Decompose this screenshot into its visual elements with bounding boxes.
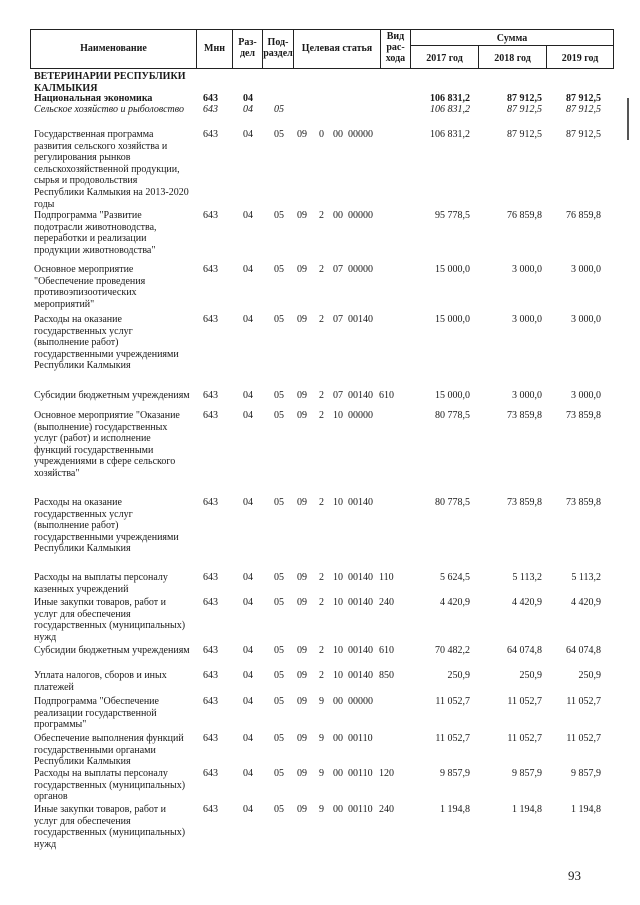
- row-sum-2017: 80 778,5: [435, 497, 470, 508]
- row-sum-2018: 87 912,5: [507, 104, 542, 115]
- row-name: Обеспечение выполнения функций государственными органами Республики Калмыкия: [34, 733, 184, 768]
- row-cs-program: 09: [297, 264, 307, 275]
- row-cs-event: 00: [333, 804, 343, 815]
- row-name: Расходы на оказание государственных услуг (выполнение работ) государственными учреждениями Республики Калмыкия: [34, 497, 179, 555]
- row-sum-2019: 87 912,5: [566, 129, 601, 140]
- row-cs-program: 09: [297, 210, 307, 221]
- row-cs-direction: 00140: [348, 572, 373, 583]
- row-cs-subprogram: 2: [319, 314, 324, 325]
- row-cs-direction: 00140: [348, 497, 373, 508]
- row-sum-2019: 64 074,8: [566, 645, 601, 656]
- row-cs-program: 09: [297, 768, 307, 779]
- row-sum-2018: 3 000,0: [512, 264, 542, 275]
- row-sum-2019: 3 000,0: [571, 390, 601, 401]
- row-cs-program: 09: [297, 696, 307, 707]
- row-vid: 120: [379, 768, 394, 779]
- row-vid: 240: [379, 804, 394, 815]
- row-name: Подпрограмма "Обеспечение реализации государственной программы": [34, 696, 159, 731]
- row-cs-subprogram: 2: [319, 670, 324, 681]
- row-name: Основное мероприятие "Обеспечение проведения противоэпизоотических мероприятий": [34, 264, 146, 310]
- row-cs-subprogram: 2: [319, 645, 324, 656]
- row-razdel: 04: [243, 696, 253, 707]
- row-cs-subprogram: 2: [319, 264, 324, 275]
- row-mnn: 643: [203, 804, 218, 815]
- row-razdel: 04: [243, 264, 253, 275]
- row-vid: 610: [379, 390, 394, 401]
- row-name: Расходы на выплаты персоналу казенных учреждений: [34, 572, 168, 595]
- row-mnn: 643: [203, 572, 218, 583]
- row-sum-2017: 70 482,2: [435, 645, 470, 656]
- margin-mark: [627, 98, 629, 140]
- row-mnn: 643: [203, 93, 218, 104]
- row-sum-2017: 250,9: [447, 670, 470, 681]
- row-cs-event: 07: [333, 314, 343, 325]
- row-cs-program: 09: [297, 129, 307, 140]
- row-cs-direction: 00000: [348, 410, 373, 421]
- row-sum-2017: 11 052,7: [435, 696, 470, 707]
- row-mnn: 643: [203, 314, 218, 325]
- row-sum-2017: 106 831,2: [430, 129, 470, 140]
- row-name: Субсидии бюджетным учреждениям: [34, 390, 190, 401]
- row-cs-subprogram: 9: [319, 696, 324, 707]
- row-razdel: 04: [243, 733, 253, 744]
- row-podrazdel: 05: [274, 670, 284, 681]
- row-cs-program: 09: [297, 733, 307, 744]
- row-podrazdel: 05: [274, 804, 284, 815]
- row-sum-2018: 11 052,7: [507, 696, 542, 707]
- row-razdel: 04: [243, 314, 253, 325]
- row-name: ВЕТЕРИНАРИИ РЕСПУБЛИКИ КАЛМЫКИЯ: [34, 71, 186, 94]
- row-razdel: 04: [243, 804, 253, 815]
- header-bottom-border: [30, 68, 614, 69]
- row-mnn: 643: [203, 210, 218, 221]
- page-number: 93: [568, 868, 581, 883]
- row-mnn: 643: [203, 670, 218, 681]
- row-name: Субсидии бюджетным учреждениям: [34, 645, 190, 656]
- row-cs-event: 10: [333, 670, 343, 681]
- row-cs-subprogram: 2: [319, 390, 324, 401]
- row-name: Иные закупки товаров, работ и услуг для обеспечения государственных (муниципальных) нужд: [34, 597, 186, 643]
- row-sum-2018: 9 857,9: [512, 768, 542, 779]
- row-sum-2017: 4 420,9: [440, 597, 470, 608]
- row-vid: 240: [379, 597, 394, 608]
- row-name: Уплата налогов, сборов и иных платежей: [34, 670, 167, 693]
- row-sum-2019: 11 052,7: [566, 733, 601, 744]
- row-sum-2018: 76 859,8: [507, 210, 542, 221]
- row-sum-2017: 106 831,2: [430, 93, 470, 104]
- row-cs-event: 10: [333, 597, 343, 608]
- row-cs-program: 09: [297, 314, 307, 325]
- row-name: Основное мероприятие "Оказание (выполнение) государственных услуг (работ) и исполнение функций государственными учреждениями в сфере сельского хозяйства": [34, 410, 180, 479]
- row-razdel: 04: [243, 670, 253, 681]
- row-cs-direction: 00140: [348, 597, 373, 608]
- row-sum-2019: 1 194,8: [571, 804, 601, 815]
- row-mnn: 643: [203, 645, 218, 656]
- row-cs-subprogram: 2: [319, 210, 324, 221]
- header-name: Наименование: [80, 43, 147, 54]
- row-cs-program: 09: [297, 572, 307, 583]
- row-sum-2018: 87 912,5: [507, 93, 542, 104]
- row-sum-2017: 95 778,5: [435, 210, 470, 221]
- row-sum-2019: 87 912,5: [566, 93, 601, 104]
- header-right-border: [613, 29, 614, 69]
- row-sum-2018: 1 194,8: [512, 804, 542, 815]
- row-mnn: 643: [203, 696, 218, 707]
- row-razdel: 04: [243, 410, 253, 421]
- row-razdel: 04: [243, 497, 253, 508]
- row-sum-2018: 3 000,0: [512, 314, 542, 325]
- header-celevaya: Целевая статья: [301, 43, 373, 54]
- row-sum-2019: 9 857,9: [571, 768, 601, 779]
- row-sum-2019: 3 000,0: [571, 314, 601, 325]
- row-sum-2017: 9 857,9: [440, 768, 470, 779]
- row-podrazdel: 05: [274, 104, 284, 115]
- row-sum-2018: 5 113,2: [512, 572, 542, 583]
- row-mnn: 643: [203, 597, 218, 608]
- row-vid: 610: [379, 645, 394, 656]
- row-cs-program: 09: [297, 597, 307, 608]
- row-mnn: 643: [203, 768, 218, 779]
- row-podrazdel: 05: [274, 497, 284, 508]
- row-cs-direction: 00140: [348, 390, 373, 401]
- row-sum-2018: 11 052,7: [507, 733, 542, 744]
- header-2017: 2017 год: [426, 53, 463, 64]
- row-cs-event: 00: [333, 733, 343, 744]
- row-cs-program: 09: [297, 497, 307, 508]
- row-cs-direction: 00110: [348, 804, 373, 815]
- row-vid: 850: [379, 670, 394, 681]
- row-podrazdel: 05: [274, 572, 284, 583]
- row-mnn: 643: [203, 129, 218, 140]
- row-cs-subprogram: 2: [319, 497, 324, 508]
- row-cs-program: 09: [297, 645, 307, 656]
- row-name: Государственная программа развития сельского хозяйства и регулирования рынков сельскохозяйственной продукции, сырья и продовольствия Республики Калмыкия на 2013-2020 годы: [34, 129, 189, 210]
- row-mnn: 643: [203, 733, 218, 744]
- row-razdel: 04: [243, 572, 253, 583]
- row-cs-subprogram: 0: [319, 129, 324, 140]
- row-sum-2017: 5 624,5: [440, 572, 470, 583]
- row-sum-2017: 15 000,0: [435, 314, 470, 325]
- row-name: Иные закупки товаров, работ и услуг для обеспечения государственных (муниципальных) нужд: [34, 804, 186, 850]
- header-top-border: [30, 29, 614, 30]
- row-cs-direction: 00000: [348, 210, 373, 221]
- row-sum-2017: 106 831,2: [430, 104, 470, 115]
- row-sum-2019: 5 113,2: [571, 572, 601, 583]
- row-sum-2019: 87 912,5: [566, 104, 601, 115]
- row-cs-direction: 00000: [348, 264, 373, 275]
- row-cs-subprogram: 2: [319, 597, 324, 608]
- row-name: Расходы на выплаты персоналу государственных (муниципальных) органов: [34, 768, 186, 803]
- row-cs-event: 00: [333, 768, 343, 779]
- row-mnn: 643: [203, 104, 218, 115]
- row-name: Сельское хозяйство и рыболовство: [34, 104, 184, 115]
- header-podrazdel: Под- раздел: [263, 37, 293, 59]
- row-cs-subprogram: 9: [319, 768, 324, 779]
- row-sum-2018: 64 074,8: [507, 645, 542, 656]
- row-sum-2019: 11 052,7: [566, 696, 601, 707]
- row-razdel: 04: [243, 210, 253, 221]
- header-vid: Вид рас- хода: [385, 31, 406, 64]
- row-sum-2019: 3 000,0: [571, 264, 601, 275]
- header-2019: 2019 год: [561, 53, 599, 64]
- row-cs-direction: 00000: [348, 129, 373, 140]
- row-podrazdel: 05: [274, 264, 284, 275]
- row-sum-2019: 73 859,8: [566, 410, 601, 421]
- row-razdel: 04: [243, 645, 253, 656]
- row-podrazdel: 05: [274, 390, 284, 401]
- row-razdel: 04: [243, 390, 253, 401]
- row-cs-event: 00: [333, 210, 343, 221]
- row-cs-direction: 00140: [348, 314, 373, 325]
- row-vid: 110: [379, 572, 394, 583]
- row-razdel: 04: [243, 93, 253, 104]
- row-sum-2019: 250,9: [578, 670, 601, 681]
- row-cs-direction: 00110: [348, 768, 373, 779]
- row-cs-event: 00: [333, 696, 343, 707]
- header-2018: 2018 год: [494, 53, 531, 64]
- row-name: Национальная экономика: [34, 93, 153, 104]
- row-cs-event: 00: [333, 129, 343, 140]
- row-sum-2018: 3 000,0: [512, 390, 542, 401]
- row-podrazdel: 05: [274, 645, 284, 656]
- row-sum-2017: 80 778,5: [435, 410, 470, 421]
- row-sum-2018: 73 859,8: [507, 410, 542, 421]
- row-podrazdel: 05: [274, 733, 284, 744]
- row-sum-2019: 73 859,8: [566, 497, 601, 508]
- header-razdel: Раз- дел: [238, 37, 257, 59]
- row-podrazdel: 05: [274, 314, 284, 325]
- row-razdel: 04: [243, 768, 253, 779]
- row-sum-2019: 76 859,8: [566, 210, 601, 221]
- row-sum-2017: 15 000,0: [435, 390, 470, 401]
- header-summa-underline: [410, 45, 614, 46]
- row-mnn: 643: [203, 390, 218, 401]
- row-cs-subprogram: 9: [319, 733, 324, 744]
- row-sum-2018: 4 420,9: [512, 597, 542, 608]
- row-razdel: 04: [243, 597, 253, 608]
- row-podrazdel: 05: [274, 696, 284, 707]
- row-mnn: 643: [203, 497, 218, 508]
- header-summa: Сумма: [496, 33, 528, 44]
- row-cs-event: 10: [333, 572, 343, 583]
- row-podrazdel: 05: [274, 210, 284, 221]
- row-cs-direction: 00000: [348, 696, 373, 707]
- row-cs-program: 09: [297, 410, 307, 421]
- row-cs-event: 10: [333, 410, 343, 421]
- row-cs-program: 09: [297, 670, 307, 681]
- row-cs-direction: 00140: [348, 645, 373, 656]
- header-mnn: Мнн: [204, 43, 225, 54]
- row-sum-2017: 1 194,8: [440, 804, 470, 815]
- row-cs-event: 10: [333, 645, 343, 656]
- row-sum-2017: 11 052,7: [435, 733, 470, 744]
- row-cs-subprogram: 9: [319, 804, 324, 815]
- row-cs-direction: 00140: [348, 670, 373, 681]
- row-cs-direction: 00110: [348, 733, 373, 744]
- row-cs-event: 07: [333, 390, 343, 401]
- row-razdel: 04: [243, 104, 253, 115]
- row-sum-2018: 87 912,5: [507, 129, 542, 140]
- row-podrazdel: 05: [274, 129, 284, 140]
- row-podrazdel: 05: [274, 410, 284, 421]
- row-sum-2017: 15 000,0: [435, 264, 470, 275]
- row-razdel: 04: [243, 129, 253, 140]
- row-podrazdel: 05: [274, 597, 284, 608]
- row-sum-2019: 4 420,9: [571, 597, 601, 608]
- row-sum-2018: 73 859,8: [507, 497, 542, 508]
- row-name: Расходы на оказание государственных услуг (выполнение работ) государственными учреждениями Республики Калмыкия: [34, 314, 179, 372]
- row-mnn: 643: [203, 264, 218, 275]
- row-cs-event: 10: [333, 497, 343, 508]
- row-mnn: 643: [203, 410, 218, 421]
- row-cs-subprogram: 2: [319, 410, 324, 421]
- row-podrazdel: 05: [274, 768, 284, 779]
- row-name: Подпрограмма "Развитие подотрасли животноводства, переработки и реализации продукции животноводства": [34, 210, 157, 256]
- row-cs-program: 09: [297, 390, 307, 401]
- row-cs-program: 09: [297, 804, 307, 815]
- row-cs-subprogram: 2: [319, 572, 324, 583]
- row-cs-event: 07: [333, 264, 343, 275]
- row-sum-2018: 250,9: [519, 670, 542, 681]
